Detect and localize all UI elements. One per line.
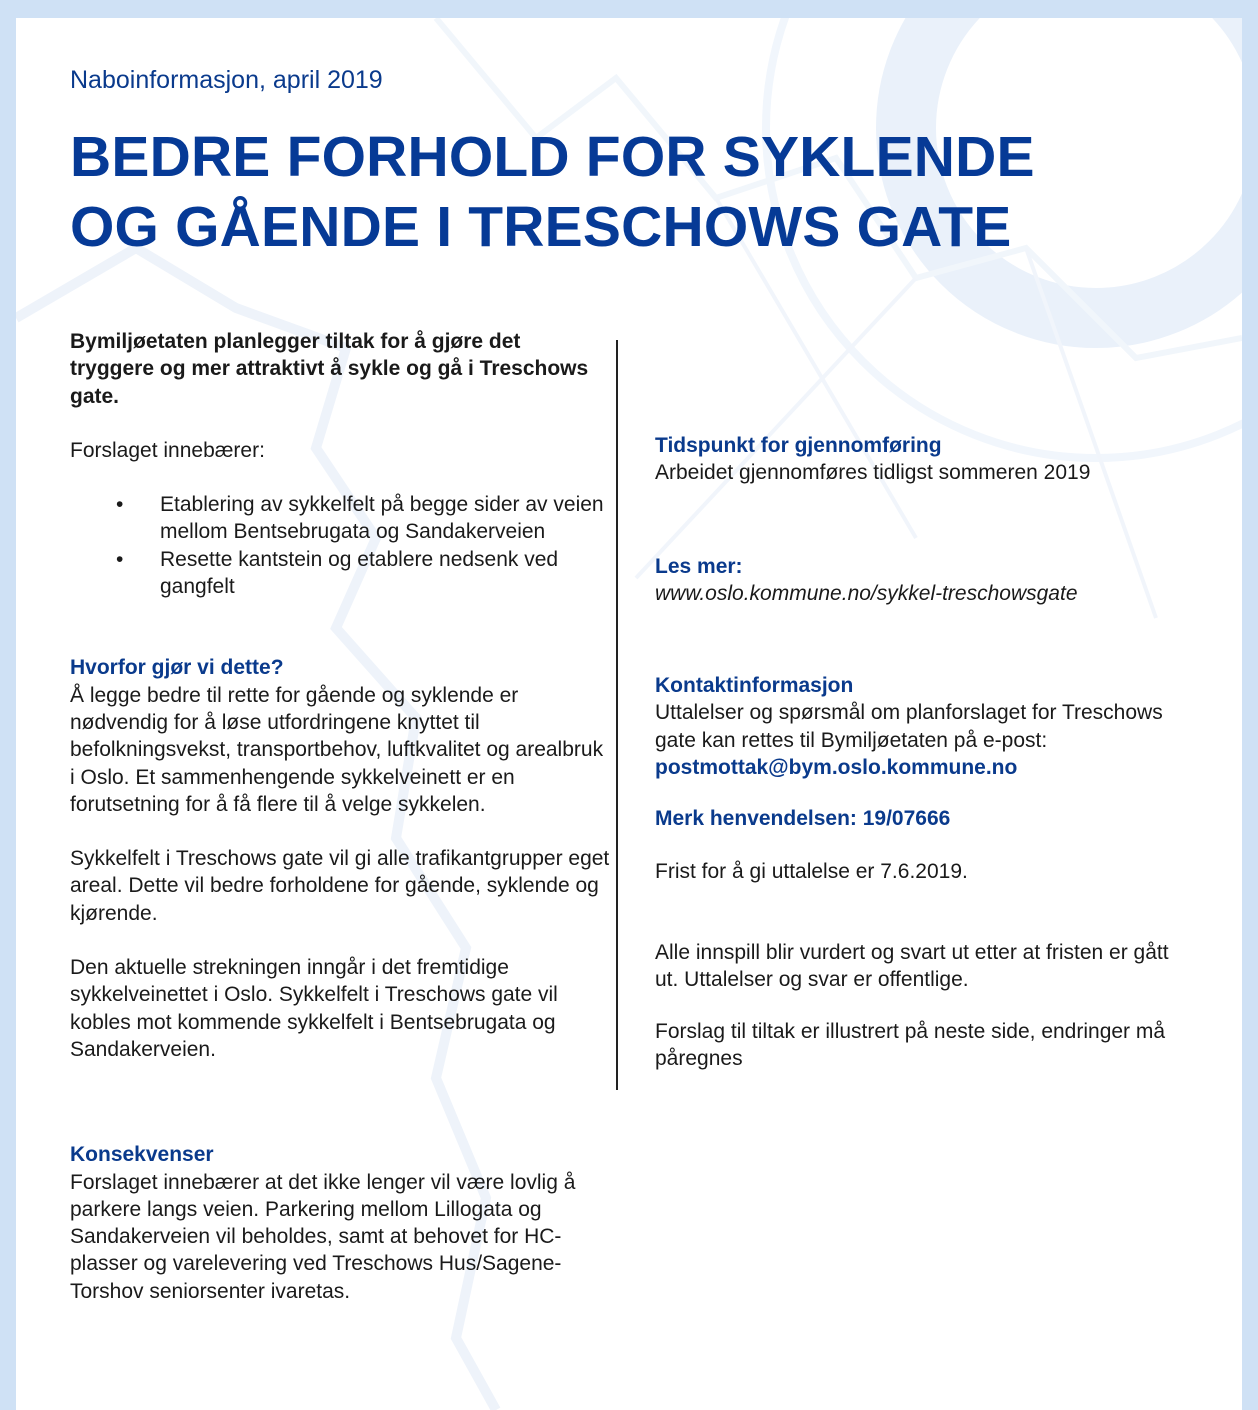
list-item-text: Resette kantstein og etablere nedsenk ved gangfelt [160, 547, 559, 599]
consequences-heading: Konsekvenser [70, 1143, 214, 1167]
read-more-link[interactable]: www.oslo.kommune.no/sykkel-treschowsgate [655, 581, 1078, 605]
page-content [16, 18, 1242, 1410]
bullet-icon: • [116, 493, 124, 517]
list-item [70, 491, 610, 546]
why-paragraph-3: Den aktuelle strekningen inngår i det fremtidige sykkelveinettet i Oslo. Sykkelfelt i Treschows gate vil kobles mot kommende sykkelfelt i Bentsebrugata og Sandakerveien. [70, 956, 558, 1061]
reference-number: Merk henvendelsen: 19/07666 [655, 807, 951, 831]
illustration-note: Forslag til tiltak er illustrert på neste side, endringer må påregnes [655, 1019, 1166, 1070]
column-divider [616, 340, 618, 1090]
proposal-intro: Forslaget innebærer: [70, 438, 265, 462]
list-item [70, 546, 610, 601]
timing-heading: Tidspunkt for gjennomføring [655, 434, 942, 457]
evaluation-text: Alle innspill blir vurdert og svart ut etter at fristen er gått ut. Uttalelser og svar er offentlige. [655, 940, 1169, 992]
dateline: Naboinformasjon, april 2019 [70, 66, 383, 94]
document-page [16, 18, 1242, 1410]
why-heading: Hvorfor gjør vi dette? [70, 656, 284, 680]
page-title-line-1: BEDRE FORHOLD FOR SYKLENDE [70, 125, 1035, 189]
proposal-list [70, 491, 610, 600]
right-column [655, 432, 1195, 1072]
contact-text: Uttalelser og spørsmål om planforslaget for Treschows gate kan rettes til Bymiljøetaten på e-post: [655, 701, 1163, 752]
deadline-text: Frist for å gi uttalelse er 7.6.2019. [655, 859, 968, 883]
page-title-line-2: OG GÅENDE I TRESCHOWS GATE [70, 195, 1012, 259]
why-paragraph-2: Sykkelfelt i Treschows gate vil gi alle trafikantgrupper eget areal. Dette vil bedre forholdene for gående, syklende og kjørende. [70, 847, 610, 925]
contact-email-link[interactable]: postmottak@bym.oslo.kommune.no [655, 756, 1018, 780]
timing-text: Arbeidet gjennomføres tidligst sommeren 2019 [655, 461, 1091, 485]
list-item-text: Etablering av sykkelfelt på begge sider av veien mellom Bentsebrugata og Sandakerveien [160, 493, 604, 544]
why-paragraph-1: Å legge bedre til rette for gående og syklende er nødvendig for å løse utfordringene knyttet til befolkningsvekst, transportbehov, luftkvalitet og arealbruk i Oslo. Et sammenhengende sykkelveinett er en forutsetning for å få flere til å velge sykkelen. [70, 683, 604, 816]
lead-paragraph: Bymiljøetaten planlegger tiltak for å gjøre det tryggere og mer attraktivt å sykle og gå i Treschows gate. [70, 330, 589, 408]
left-column [70, 328, 610, 1305]
contact-heading: Kontaktinformasjon [655, 674, 854, 698]
contact-paragraph [655, 699, 1195, 781]
consequences-paragraph: Forslaget innebærer at det ikke lenger vil være lovlig å parkere langs veien. Parkering mellom Lillogata og Sandakerveien vil beholdes, samt at behovet for HC-plasser og varelevering ved Treschows Hus/Sagene-Torshov seniorsenter ivaretas. [70, 1170, 576, 1303]
read-more-heading: Les mer: [655, 554, 743, 578]
bullet-icon: • [116, 547, 124, 571]
page-title [70, 122, 1220, 262]
